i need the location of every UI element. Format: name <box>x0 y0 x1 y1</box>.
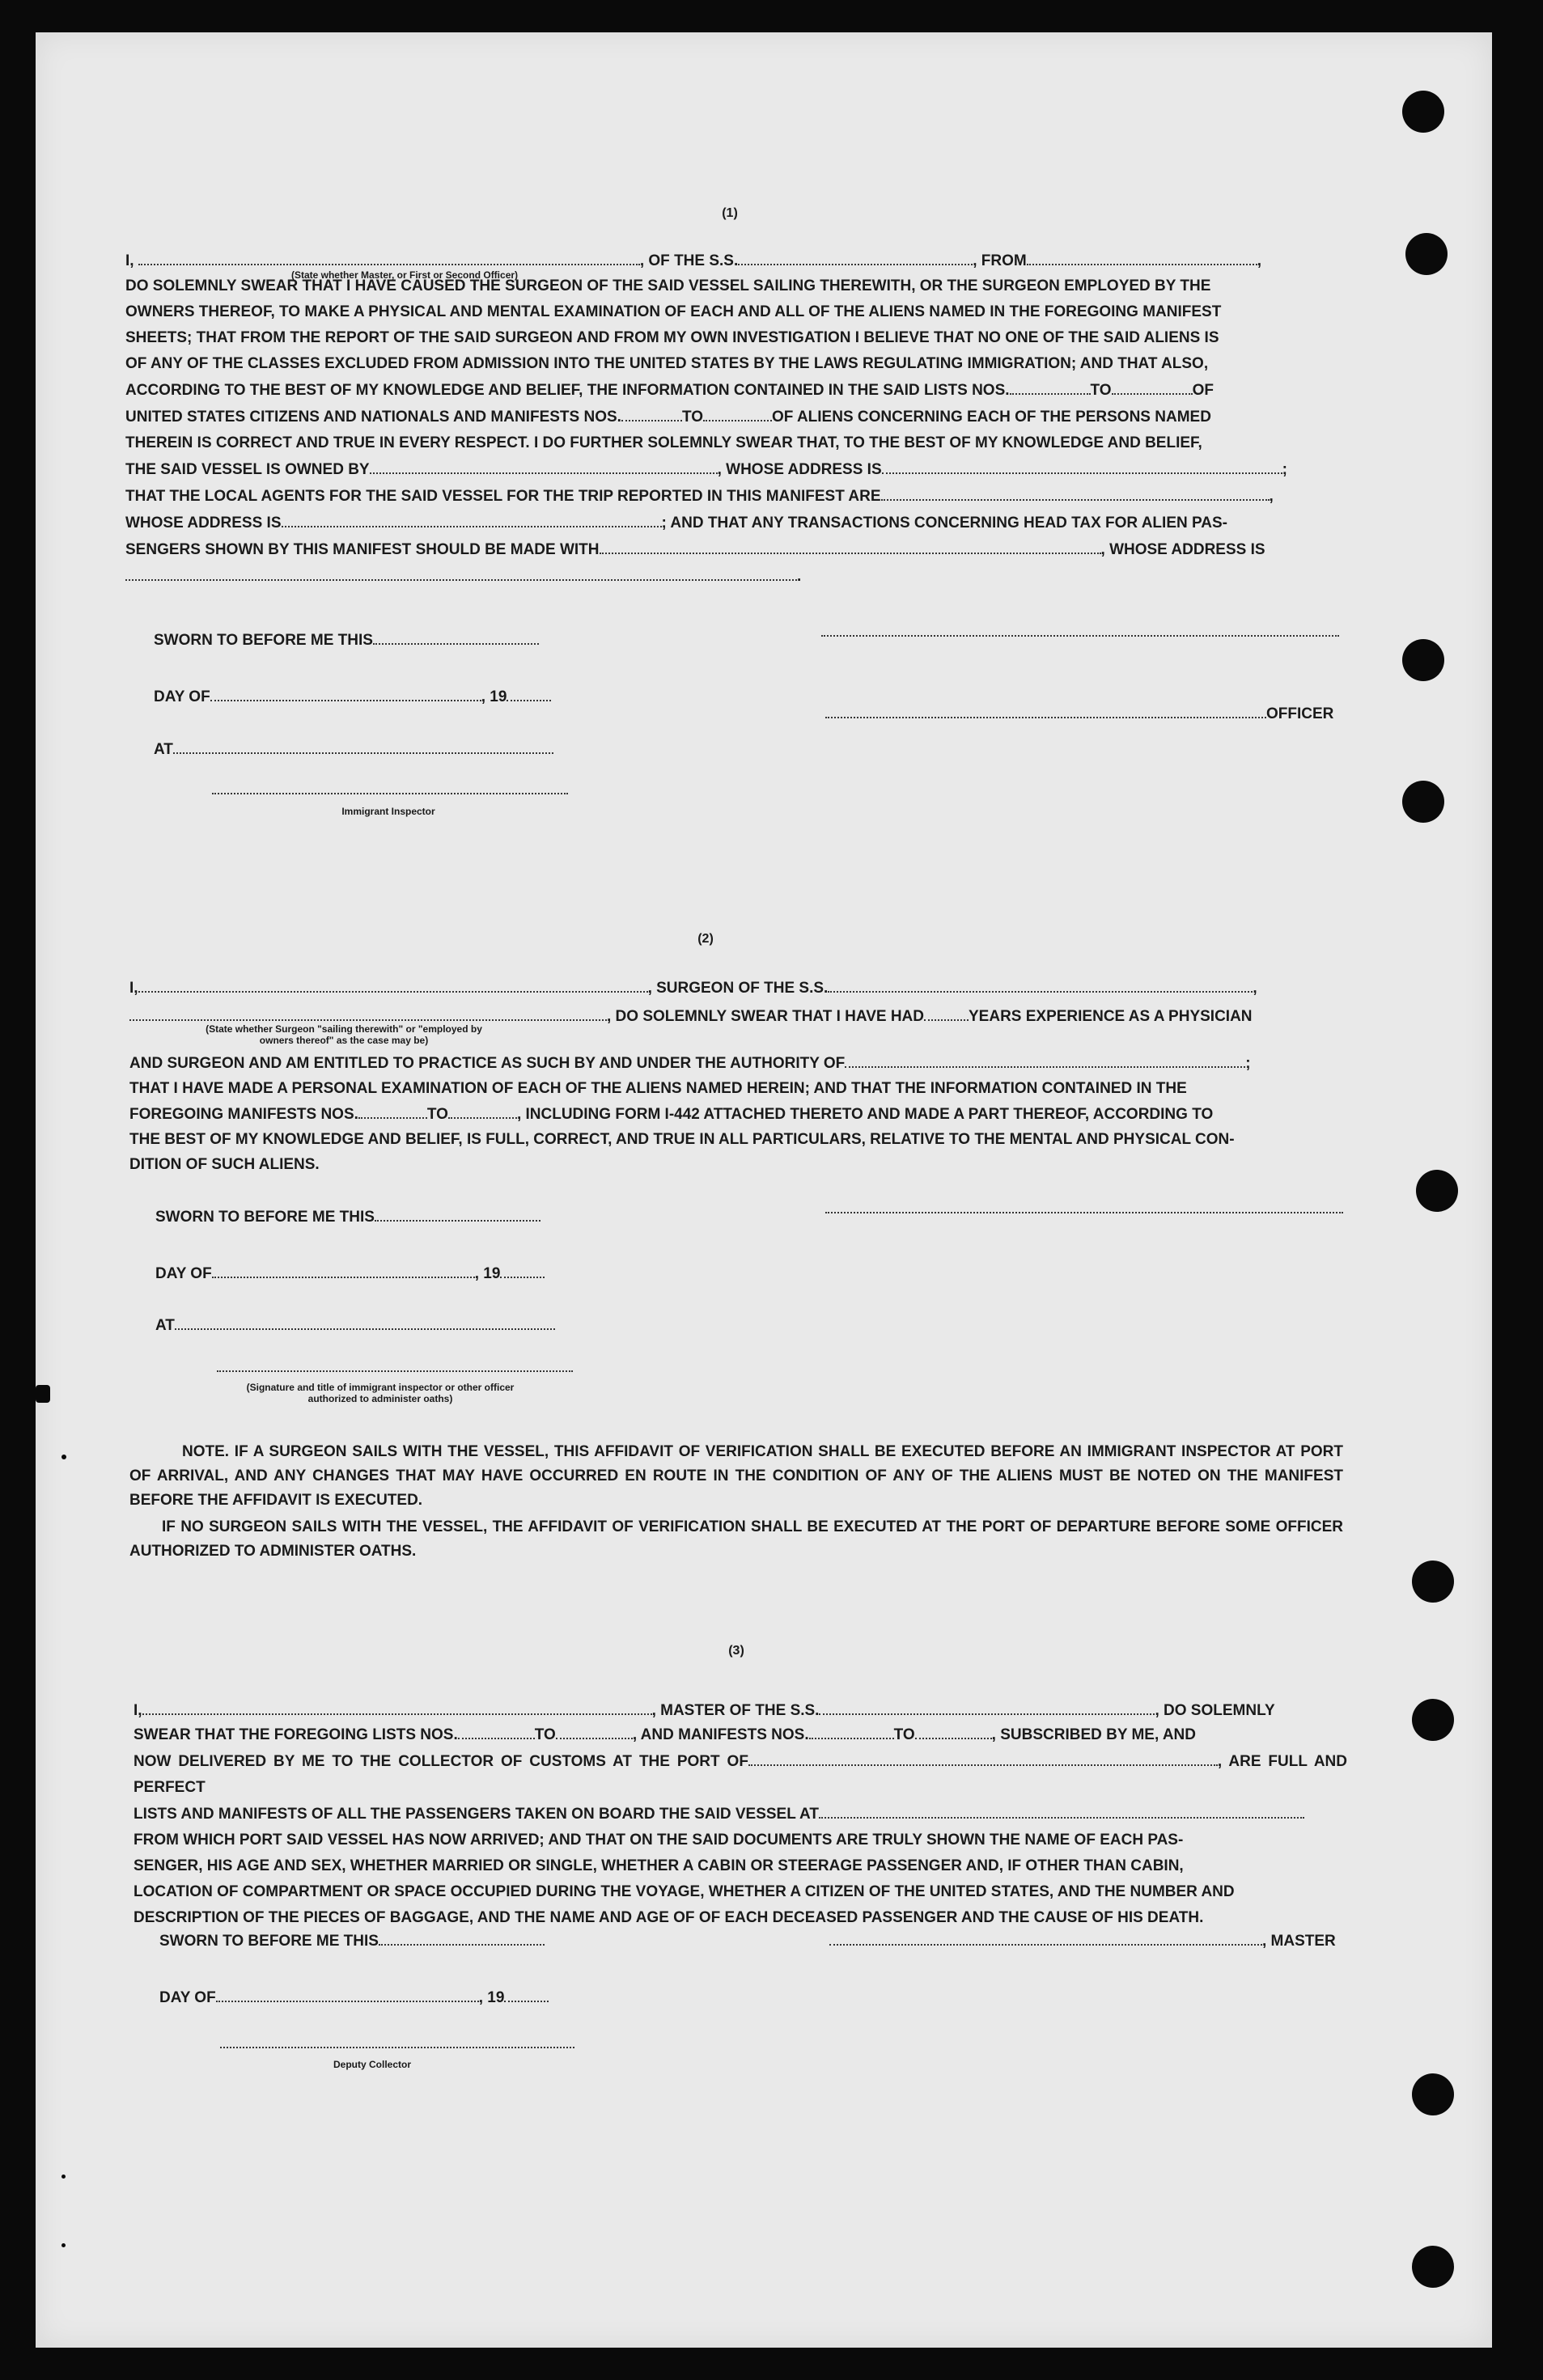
sworn-line <box>154 627 539 650</box>
blank-field[interactable] <box>212 1260 475 1278</box>
punch-hole <box>1402 639 1444 681</box>
text-line <box>125 404 1339 430</box>
text: , FROM <box>973 252 1027 269</box>
text: SWORN TO BEFORE ME THIS <box>155 1209 375 1226</box>
section-number: (3) <box>728 1644 744 1658</box>
text: , <box>478 1989 488 2006</box>
text: OF ALIENS CONCERNING EACH OF THE PERSONS NAMED <box>771 409 1211 426</box>
master-line-1 <box>134 1697 1275 1720</box>
blank-field[interactable] <box>175 1312 555 1330</box>
signature-line[interactable] <box>825 1212 1343 1213</box>
blank-field[interactable] <box>881 483 1270 501</box>
text: ACCORDING TO THE BEST OF MY KNOWLEDGE AND BELIEF, THE INFORMATION CONTAINED IN THE SAID LISTS NOS. <box>125 382 1010 399</box>
text-line <box>129 1101 1343 1127</box>
blank-field[interactable] <box>138 975 648 993</box>
blank-field[interactable] <box>448 1101 517 1119</box>
blank-field[interactable] <box>828 975 1253 993</box>
blank-field[interactable] <box>809 1721 894 1739</box>
text: , ARE FULL AND PERFECT <box>134 1753 1347 1796</box>
text-line <box>129 1050 1343 1076</box>
text: , WHOSE ADDRESS IS <box>1100 541 1265 558</box>
text: SWORN TO BEFORE ME THIS <box>154 632 373 649</box>
text: SWEAR THAT THE FOREGOING LISTS NOS. <box>134 1726 458 1743</box>
text: NOW DELIVERED BY ME TO THE COLLECTOR OF CUSTOMS AT THE PORT OF <box>134 1753 748 1770</box>
master-text <box>134 1721 1347 1931</box>
text-line <box>125 377 1339 404</box>
text: , SUBSCRIBED BY ME, AND <box>991 1726 1196 1743</box>
inspector-signature-line[interactable] <box>217 1370 573 1372</box>
text: , WHOSE ADDRESS IS <box>717 461 882 478</box>
blank-field[interactable] <box>882 456 1282 474</box>
day-line <box>154 684 551 706</box>
text: SENGERS SHOWN BY THIS MANIFEST SHOULD BE MADE WITH <box>125 541 600 558</box>
text: , MASTER <box>1262 1933 1336 1950</box>
text: I, <box>134 1702 142 1719</box>
blank-field[interactable] <box>748 1748 1218 1766</box>
text: , MASTER OF THE S.S. <box>651 1702 820 1719</box>
text-line: DESCRIPTION OF THE PIECES OF BAGGAGE, AND THE NAME AND AGE OF OF EACH DECEASED PASSENGER AND THE CAUSE OF HIS DEATH. <box>134 1909 1204 1926</box>
inspector-label: Immigrant Inspector <box>341 806 435 817</box>
surgeon-line-2 <box>129 1003 1253 1026</box>
text: I, <box>129 980 138 997</box>
punch-hole <box>1412 1699 1454 1741</box>
day-line <box>155 1260 545 1283</box>
blank-field[interactable] <box>129 1003 607 1021</box>
blank-field[interactable] <box>379 1928 545 1946</box>
day-line <box>159 1984 549 2007</box>
blank-field[interactable] <box>216 1984 479 2002</box>
oath-text <box>125 273 1339 590</box>
blank-field[interactable] <box>1010 377 1091 395</box>
text: 19 <box>487 1989 505 2006</box>
text-line <box>134 1801 1347 1827</box>
scan-mark <box>36 1385 50 1403</box>
blank-field[interactable] <box>282 510 662 527</box>
text: 19 <box>483 1265 501 1282</box>
blank-field[interactable] <box>125 563 797 581</box>
field-hint: (State whether Master, or First or Second Officer) <box>290 269 519 281</box>
sworn-line <box>159 1928 545 1950</box>
blank-field[interactable] <box>600 536 1101 554</box>
blank-field[interactable] <box>507 684 551 701</box>
text: DAY OF <box>159 1989 216 2006</box>
text: ; <box>1245 1055 1251 1072</box>
text: TO <box>1090 382 1112 399</box>
section-number: (1) <box>722 206 738 220</box>
blank-field[interactable] <box>358 1101 427 1119</box>
punch-hole <box>1405 233 1448 275</box>
text: , SURGEON OF THE S.S. <box>647 980 829 997</box>
text: THE SAID VESSEL IS OWNED BY <box>125 461 370 478</box>
text-line: FROM WHICH PORT SAID VESSEL HAS NOW ARRIVED; AND THAT ON THE SAID DOCUMENTS ARE TRULY SHOWN THE NAME OF EACH PAS- <box>134 1832 1184 1849</box>
text-line <box>125 563 1339 590</box>
text: ; <box>1282 461 1287 478</box>
blank-field[interactable] <box>370 456 718 474</box>
field-hint: (State whether Surgeon "sailing therewith" or "employed by owners thereof" as the case may be) <box>206 1023 482 1046</box>
blank-field[interactable] <box>825 701 1266 718</box>
text: WHOSE ADDRESS IS <box>125 515 282 531</box>
oath-line-1 <box>125 248 1261 270</box>
text: SWORN TO BEFORE ME THIS <box>159 1933 379 1950</box>
text-line: LOCATION OF COMPARTMENT OR SPACE OCCUPIED DURING THE VOYAGE, WHETHER A CITIZEN OF THE UNITED STATES, AND THE NUMBER AND <box>134 1883 1235 1900</box>
text: , <box>1257 252 1262 269</box>
text: . <box>797 568 802 585</box>
scan-mark <box>61 2175 66 2179</box>
text: , DO SOLEMNLY <box>1155 1702 1275 1719</box>
text: OF <box>1192 382 1214 399</box>
note-paragraph: IF NO SURGEON SAILS WITH THE VESSEL, THE AFFIDAVIT OF VERIFICATION SHALL BE EXECUTED AT THE PORT OF DEPARTURE BEFORE SOME OFFICER AUTHORIZED TO ADMINISTER OATHS. <box>129 1518 1343 1560</box>
text: , INCLUDING FORM I-442 ATTACHED THERETO AND MADE A PART THEREOF, ACCORDING TO <box>516 1106 1214 1123</box>
section-number: (2) <box>697 932 714 946</box>
text: , <box>481 688 490 705</box>
text-line <box>125 456 1339 483</box>
text-line: DO SOLEMNLY SWEAR THAT I HAVE CAUSED THE SURGEON OF THE SAID VESSEL SAILING THEREWITH, OR THE SURGEON EMPLOYED BY THE <box>125 277 1211 294</box>
signature-hint: (Signature and title of immigrant inspector or other officer authorized to administer oaths) <box>246 1382 515 1404</box>
blank-field[interactable] <box>819 1801 1304 1819</box>
punch-hole <box>1412 2246 1454 2288</box>
sworn-line <box>155 1204 540 1226</box>
text: DAY OF <box>154 688 210 705</box>
blank-field[interactable] <box>1027 248 1257 265</box>
blank-field[interactable] <box>142 1697 652 1715</box>
text-line: THE BEST OF MY KNOWLEDGE AND BELIEF, IS FULL, CORRECT, AND TRUE IN ALL PARTICULARS, RELATIVE TO THE MENTAL AND PHYSICAL CON- <box>129 1131 1235 1148</box>
text-line <box>134 1721 1347 1748</box>
text: FOREGOING MANIFESTS NOS. <box>129 1106 358 1123</box>
text: , OF THE S.S. <box>639 252 739 269</box>
text: TO <box>681 409 703 426</box>
blank-field[interactable] <box>375 1204 540 1222</box>
at-line <box>155 1312 555 1335</box>
text: YEARS EXPERIENCE AS A PHYSICIAN <box>969 1008 1253 1025</box>
blank-field[interactable] <box>1112 377 1193 395</box>
text: , AND MANIFESTS NOS. <box>632 1726 809 1743</box>
blank-field[interactable] <box>556 1721 633 1739</box>
blank-field[interactable] <box>819 1697 1155 1715</box>
text: AT <box>154 741 173 758</box>
text-line: SHEETS; THAT FROM THE REPORT OF THE SAID SURGEON AND FROM MY OWN INVESTIGATION I BELIEVE THAT NO ONE OF THE SAID ALIENS IS <box>125 329 1219 346</box>
text-line: THAT I HAVE MADE A PERSONAL EXAMINATION OF EACH OF THE ALIENS NAMED HEREIN; AND THAT THE INFORMATION CONTAINED IN THE <box>129 1080 1187 1097</box>
text: LISTS AND MANIFESTS OF ALL THE PASSENGERS TAKEN ON BOARD THE SAID VESSEL AT <box>134 1806 819 1823</box>
note-paragraph: NOTE. IF A SURGEON SAILS WITH THE VESSEL, THIS AFFIDAVIT OF VERIFICATION SHALL BE EXECUTED BEFORE AN IMMIGRANT INSPECTOR AT PORT OF ARRIVAL, AND ANY CHANGES THAT MAY HAVE OCCURRED EN ROUTE IN THE CONDITION OF ANY OF THE ALIENS MUST BE NOTED ON THE MANIFEST BEFORE THE AFFIDAVIT IS EXECUTED. <box>129 1443 1343 1509</box>
text-line <box>134 1748 1347 1801</box>
text: AND SURGEON AND AM ENTITLED TO PRACTICE AS SUCH BY AND UNDER THE AUTHORITY OF <box>129 1055 846 1072</box>
signature-line[interactable] <box>821 635 1339 637</box>
text-line <box>125 483 1339 510</box>
text: TO <box>534 1726 556 1743</box>
blank-field[interactable] <box>621 404 682 421</box>
punch-hole <box>1412 2073 1454 2115</box>
punch-hole <box>1416 1170 1458 1212</box>
text-line: OWNERS THEREOF, TO MAKE A PHYSICAL AND MENTAL EXAMINATION OF EACH AND ALL OF THE ALIENS NAMED IN THE FOREGOING MANIFEST <box>125 303 1222 320</box>
blank-field[interactable] <box>829 1928 1262 1946</box>
deputy-signature-line[interactable] <box>220 2047 574 2048</box>
at-line <box>154 736 553 759</box>
deputy-label: Deputy Collector <box>333 2059 411 2070</box>
text: , <box>1269 488 1274 505</box>
punch-hole <box>1412 1561 1454 1603</box>
text: , <box>474 1265 484 1282</box>
blank-field[interactable] <box>924 1003 969 1021</box>
text: THAT THE LOCAL AGENTS FOR THE SAID VESSEL FOR THE TRIP REPORTED IN THIS MANIFEST ARE <box>125 488 881 505</box>
blank-field[interactable] <box>138 248 640 265</box>
blank-field[interactable] <box>915 1721 992 1739</box>
blank-field[interactable] <box>210 684 481 701</box>
text-line: SENGER, HIS AGE AND SEX, WHETHER MARRIED OR SINGLE, WHETHER A CABIN OR STEERAGE PASSENGER AND, IF OTHER THAN CABIN, <box>134 1857 1184 1874</box>
blank-field[interactable] <box>500 1260 545 1278</box>
surgeon-line-1 <box>129 975 1257 997</box>
punch-hole <box>1402 91 1444 133</box>
text-line: THEREIN IS CORRECT AND TRUE IN EVERY RESPECT. I DO FURTHER SOLEMNLY SWEAR THAT, TO THE BEST OF MY KNOWLEDGE AND BELIEF, <box>125 434 1202 451</box>
scan-mark <box>61 2243 66 2247</box>
text: 19 <box>490 688 507 705</box>
blank-field[interactable] <box>458 1721 535 1739</box>
text: UNITED STATES CITIZENS AND NATIONALS AND MANIFESTS NOS. <box>125 409 621 426</box>
text: OFFICER <box>1266 705 1334 722</box>
inspector-signature-line[interactable] <box>212 793 568 794</box>
text-line: DITION OF SUCH ALIENS. <box>129 1156 320 1173</box>
blank-field[interactable] <box>373 627 539 645</box>
officer-line <box>825 701 1333 723</box>
scan-mark <box>61 1455 66 1459</box>
text: TO <box>426 1106 448 1123</box>
blank-field[interactable] <box>703 404 772 421</box>
blank-field[interactable] <box>738 248 973 265</box>
blank-field[interactable] <box>845 1050 1245 1068</box>
text: AT <box>155 1317 175 1334</box>
surgeon-text <box>129 1050 1343 1177</box>
text: TO <box>893 1726 915 1743</box>
blank-field[interactable] <box>173 736 553 754</box>
text: ; AND THAT ANY TRANSACTIONS CONCERNING HEAD TAX FOR ALIEN PAS- <box>661 515 1227 531</box>
text-line: OF ANY OF THE CLASSES EXCLUDED FROM ADMISSION INTO THE UNITED STATES BY THE LAWS REGULATING IMMIGRATION; AND THAT ALSO, <box>125 355 1209 372</box>
text: , DO SOLEMNLY SWEAR THAT I HAVE HAD <box>607 1008 924 1025</box>
text-line <box>125 510 1339 536</box>
blank-field[interactable] <box>504 1984 549 2002</box>
text-line <box>125 536 1339 563</box>
text: DAY OF <box>155 1265 212 1282</box>
text: I, <box>125 252 134 269</box>
master-signature-line <box>829 1928 1336 1950</box>
punch-hole <box>1402 781 1444 823</box>
text: , <box>1253 980 1257 997</box>
